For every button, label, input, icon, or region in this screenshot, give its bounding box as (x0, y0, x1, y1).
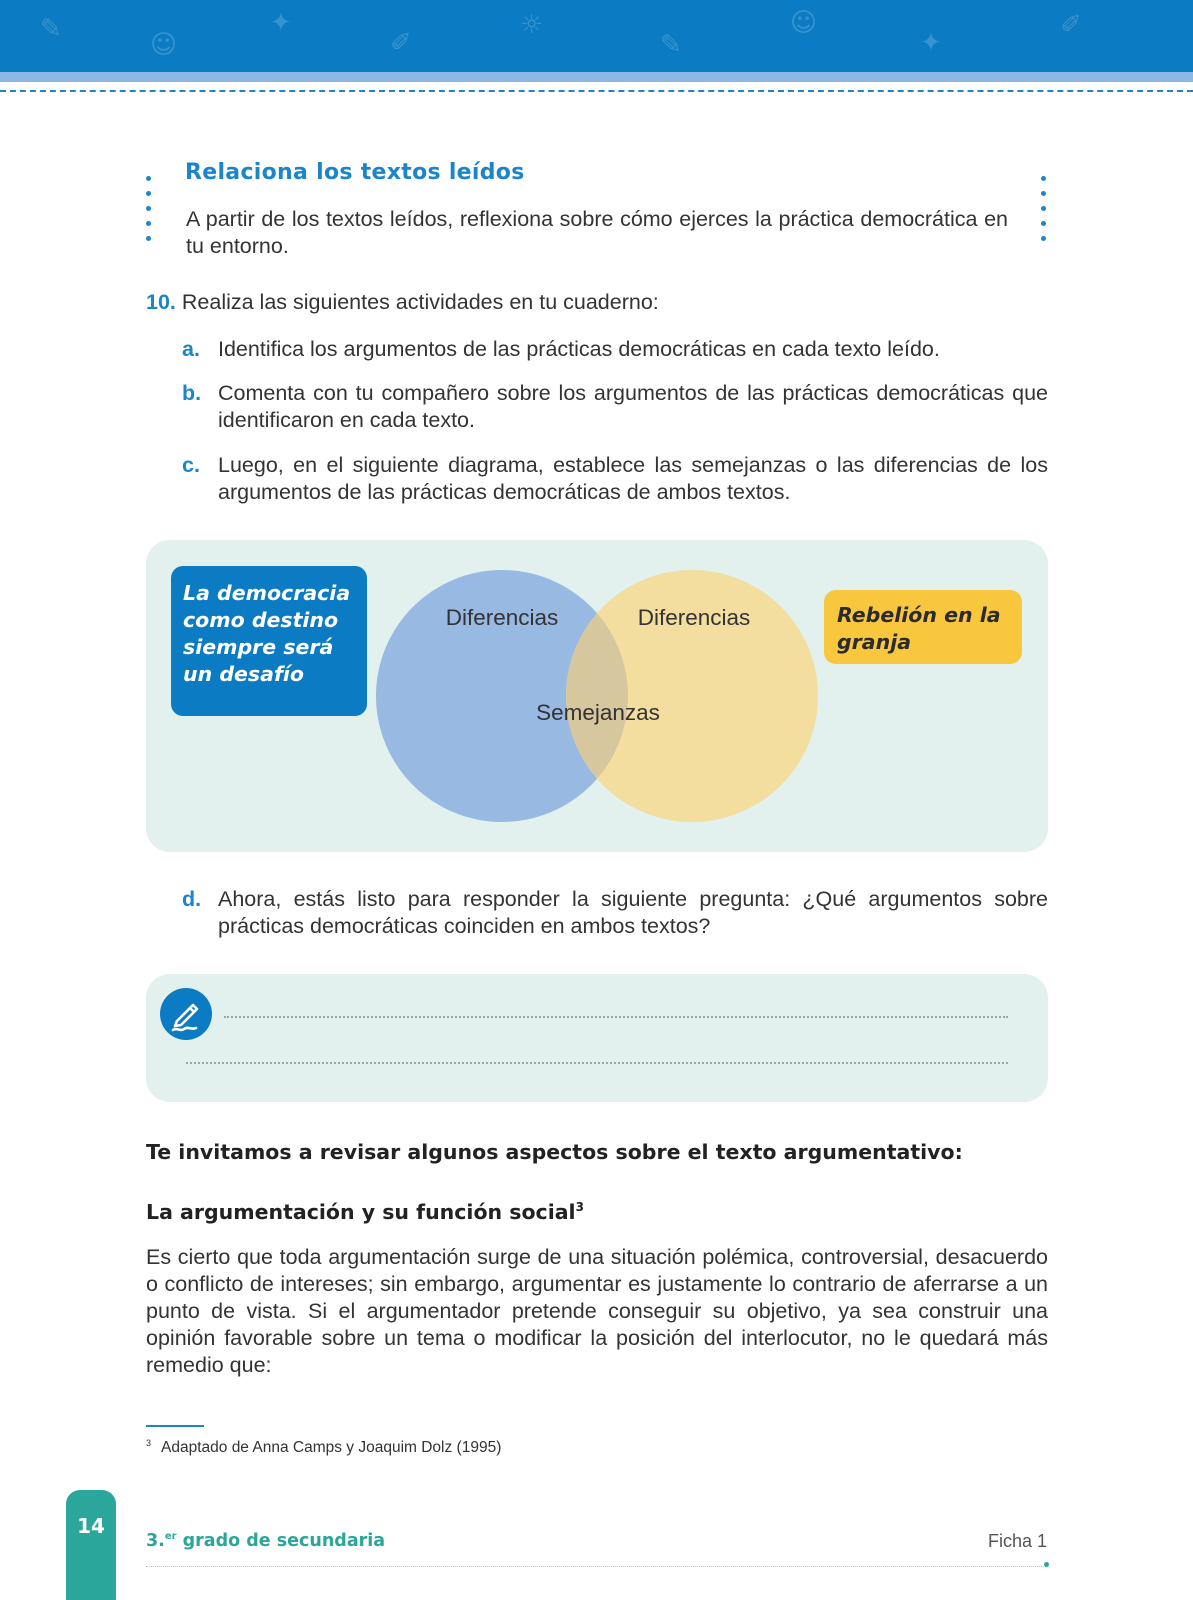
doodle-icon: ✐ (390, 28, 412, 58)
header-dashed-rule (0, 90, 1193, 92)
item-text: Comenta con tu compañero sobre los argumentos de las prácticas democráticas que identificaron en cada texto. (218, 381, 1048, 432)
label-diferencias-left: Diferencias (445, 605, 559, 630)
section-title: La argumentación y su función social (146, 1200, 576, 1224)
doodle-icon: ✦ (270, 8, 292, 38)
item-letter: c. (182, 453, 200, 477)
relaciona-instructions: A partir de los textos leídos, reflexiona sobre cómo ejerces la práctica democrática en tu entorno. (186, 207, 1008, 258)
answer-line[interactable] (224, 1016, 1008, 1018)
page-number-tab (66, 1490, 116, 1600)
label-diferencias-right: Diferencias (637, 605, 751, 630)
answer-line[interactable] (186, 1062, 1008, 1064)
footnote-rule (146, 1425, 204, 1427)
header-banner (0, 0, 1193, 72)
activity-item-c (182, 452, 1048, 506)
doodle-icon: ✐ (1060, 10, 1082, 40)
ficha-label: Ficha 1 (987, 1531, 1047, 1551)
pencil-icon (160, 988, 212, 1040)
doodle-icon: ☺ (150, 30, 178, 60)
item-text: Identifica los argumentos de las prácticas democráticas en cada texto leído. (218, 337, 940, 361)
venn-diagram (376, 570, 818, 822)
section-title-relaciona: Relaciona los textos leídos (185, 160, 525, 185)
footnote-text: Adaptado de Anna Camps y Joaquim Dolz (1995) (161, 1439, 502, 1457)
header-stripe (0, 72, 1193, 82)
text-box-democracia: La democracia como destino siempre será un desafío (171, 566, 367, 716)
grade-label: 3.$^{er}$ grado de secundaria (146, 1531, 386, 1551)
item-letter: d. (182, 887, 202, 911)
page-number: 14 (77, 1514, 105, 1538)
item-letter: b. (182, 381, 202, 405)
footnote (146, 1438, 501, 1457)
footnote-ref: 3 (575, 1200, 584, 1215)
question-number: 10. (146, 290, 176, 314)
dotted-bracket-left (146, 176, 152, 251)
item-text: Luego, en el siguiente diagrama, establece las semejanzas o las diferencias de los argumentos de las prácticas democráticas de ambos textos. (218, 453, 1048, 504)
activity-item-d (182, 886, 1048, 940)
body-paragraph: Es cierto que toda argumentación surge de una situación polémica, controversial, desacuerdo o conflicto de intereses; sin embargo, argumentar es justamente lo contrario de aferrarse a un punto de vista. Si el argumentador pretende conseguir su objetivo, ya sea construir una opinión favorable sobre un tema o modificar la posición del interlocutor, no le quedará más remedio que: (146, 1245, 1048, 1377)
footer-dot (1044, 1562, 1049, 1567)
answer-box (146, 974, 1048, 1102)
activity-item-a (182, 336, 1048, 363)
activity-item-b (182, 380, 1048, 434)
invite-heading: Te invitamos a revisar algunos aspectos sobre el texto argumentativo: (146, 1140, 963, 1164)
footer-rule (146, 1566, 1046, 1567)
section-heading (146, 1200, 584, 1224)
item-letter: a. (182, 337, 200, 361)
footnote-mark: 3 (146, 1438, 152, 1448)
doodle-icon: ✦ (920, 28, 942, 58)
dotted-bracket-right (1041, 176, 1047, 251)
question-10 (146, 290, 659, 315)
item-text: Ahora, estás listo para responder la siguiente pregunta: ¿Qué argumentos sobre prácticas democráticas coinciden en ambos textos? (218, 887, 1048, 938)
doodle-icon: ☼ (520, 10, 544, 40)
doodle-icon: ☺ (790, 8, 818, 38)
question-text: Realiza las siguientes actividades en tu cuaderno: (181, 290, 659, 314)
doodle-icon: ✎ (40, 14, 62, 44)
label-semejanzas: Semejanzas (536, 700, 660, 725)
text-box-rebelion: Rebelión en la granja (824, 590, 1022, 664)
doodle-icon: ✎ (660, 30, 682, 60)
